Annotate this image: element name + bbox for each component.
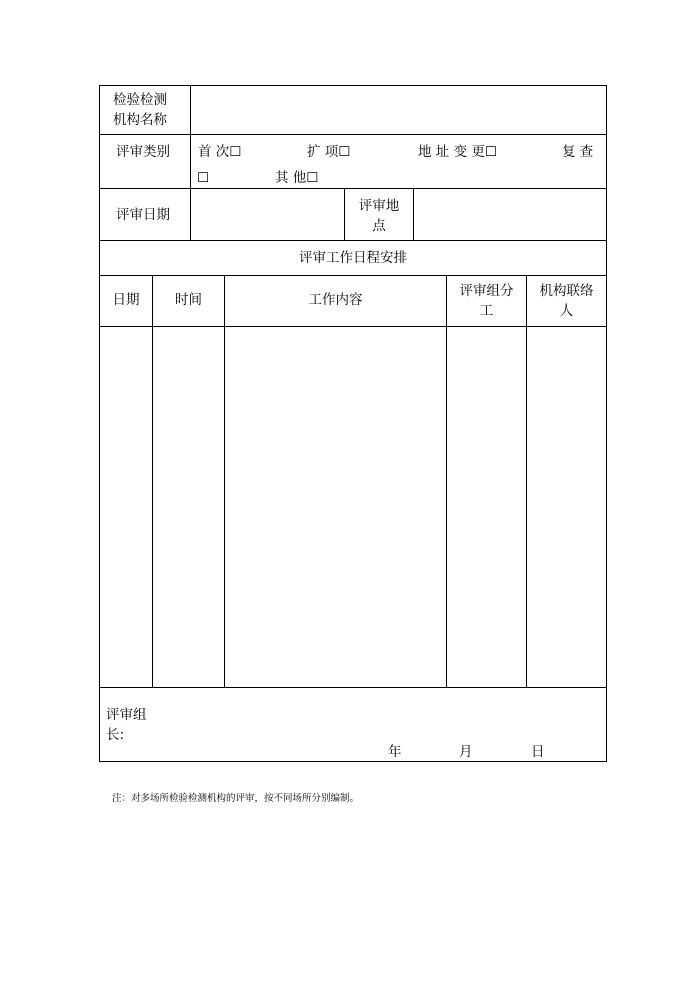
- review-type-first-checkbox[interactable]: 首 次☐: [198, 144, 242, 160]
- schedule-title: 评审工作日程安排: [299, 250, 407, 266]
- table-divider: [99, 275, 607, 276]
- table-divider: [152, 275, 153, 688]
- signature-year-label: 年: [388, 744, 402, 760]
- review-type-recheck-checkbox[interactable]: ☐: [197, 170, 210, 186]
- review-type-recheck-label: 复 查: [562, 144, 594, 160]
- column-header-team-role: 评审组分 工: [459, 283, 514, 319]
- institution-name-field[interactable]: [192, 87, 605, 133]
- column-header-content: 工作内容: [308, 292, 363, 308]
- column-header-contact: 机构联络 人: [539, 283, 594, 319]
- table-divider: [446, 275, 447, 688]
- table-border-top: [99, 85, 607, 86]
- table-divider: [190, 85, 191, 241]
- table-border-right: [606, 85, 607, 762]
- column-header-time: 时间: [175, 292, 202, 308]
- review-date-field[interactable]: [192, 190, 343, 239]
- institution-name-label: 检验检测 机构名称: [113, 92, 167, 128]
- signature-day-label: 日: [531, 744, 545, 760]
- table-divider: [99, 326, 607, 327]
- table-divider: [99, 240, 607, 241]
- review-type-other-checkbox[interactable]: 其 他☐: [275, 170, 319, 186]
- footnote: 注：对多场所检验检测机构的评审，按不同场所分别编制。: [112, 793, 360, 804]
- review-type-label: 评审类别: [116, 144, 170, 160]
- schedule-team-role-cell[interactable]: [448, 328, 525, 686]
- review-place-label: 评审地 点: [358, 198, 400, 234]
- table-divider: [99, 134, 607, 135]
- table-border-left: [99, 85, 100, 762]
- review-place-field[interactable]: [415, 190, 605, 239]
- table-divider: [99, 687, 607, 688]
- review-type-expand-checkbox[interactable]: 扩 项☐: [307, 144, 351, 160]
- schedule-contact-cell[interactable]: [528, 328, 605, 686]
- schedule-content-cell[interactable]: [226, 328, 445, 686]
- table-divider: [224, 275, 225, 688]
- team-leader-label: 评审组 长:: [106, 707, 147, 743]
- schedule-date-cell[interactable]: [101, 328, 151, 686]
- table-divider: [526, 275, 527, 688]
- review-date-label: 评审日期: [116, 207, 170, 223]
- table-divider: [413, 188, 414, 241]
- schedule-time-cell[interactable]: [154, 328, 223, 686]
- table-divider: [99, 188, 607, 189]
- column-header-date: 日期: [112, 292, 140, 308]
- signature-month-label: 月: [459, 744, 473, 760]
- review-type-address-change-checkbox[interactable]: 地 址 变 更☐: [418, 144, 497, 160]
